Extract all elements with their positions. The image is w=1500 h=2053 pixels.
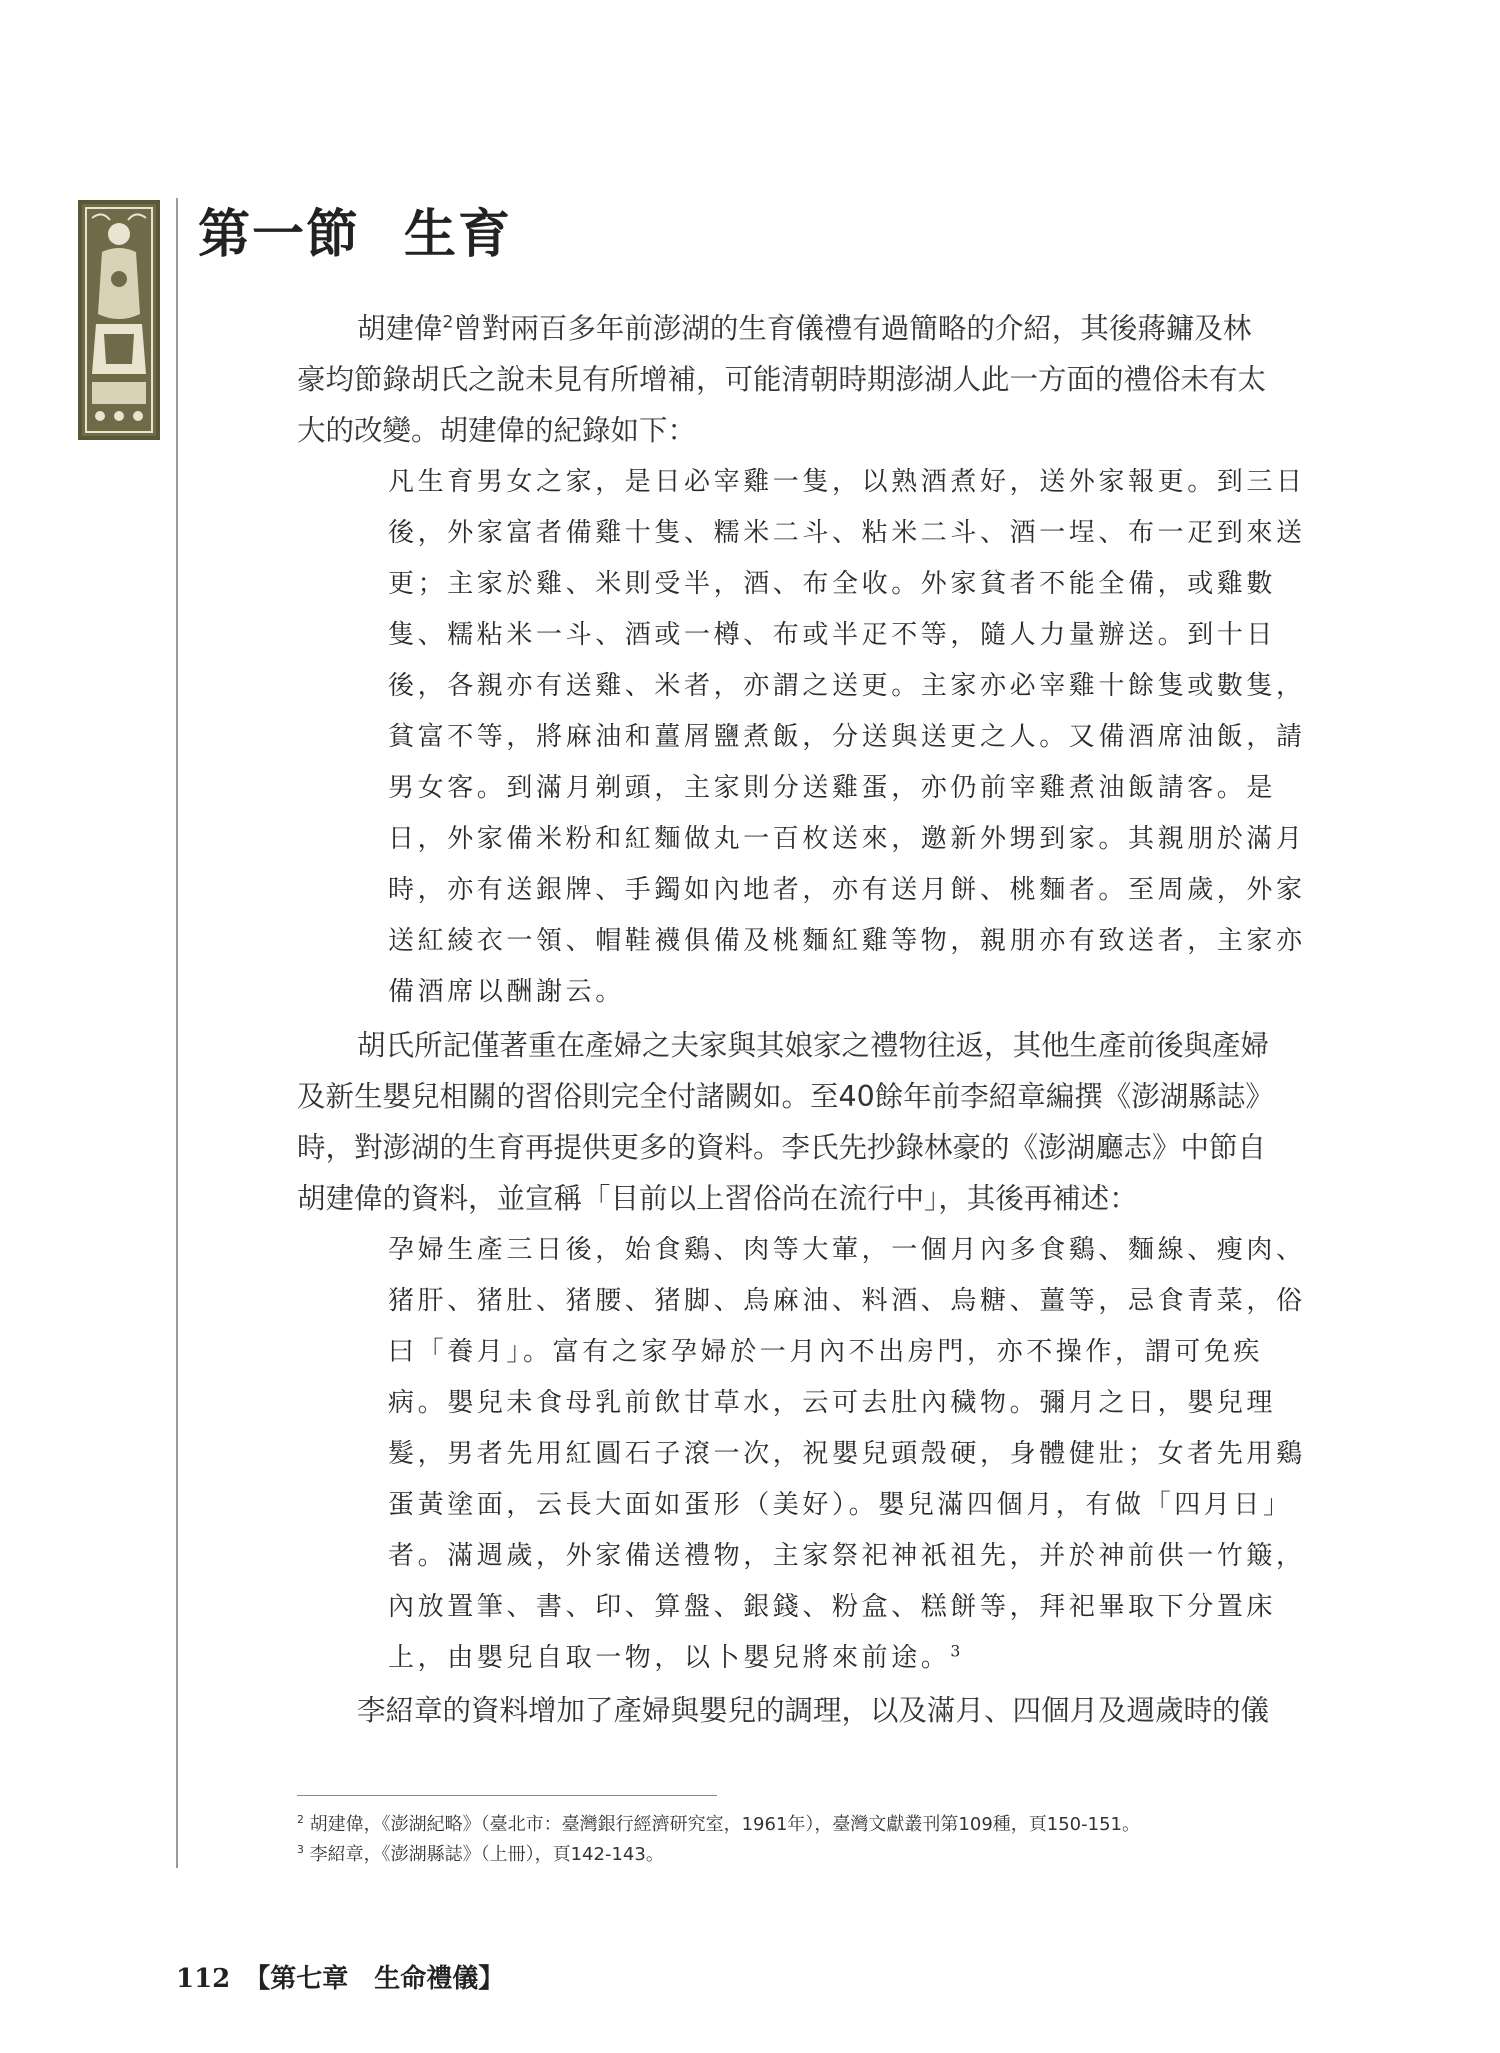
quote-line: 時，亦有送銀牌、手鐲如內地者，亦有送月餅、桃麵者。至周歲，外家 [388, 875, 1306, 905]
quote-line: 隻、糯粘米一斗、酒或一樽、布或半疋不等，隨人力量辦送。到十日 [388, 620, 1277, 650]
paragraph-line: 及新生嬰兒相關的習俗則完全付諸闕如。至40餘年前李紹章編撰《澎湖縣誌》 [297, 1080, 1274, 1113]
paragraph-line: 豪均節錄胡氏之說未見有所增補，可能清朝時期澎湖人此一方面的禮俗未有太 [297, 363, 1267, 396]
quote-line: 貧富不等，將麻油和薑屑鹽煮飯，分送與送更之人。又備酒席油飯，請 [388, 722, 1306, 752]
section-title [198, 192, 512, 267]
paragraph-2 [297, 1020, 1317, 1224]
paragraph-line: 胡建偉$^2$曾對兩百多年前澎湖的生育儀禮有過簡略的介紹，其後蔣鏞及林 [357, 312, 1252, 345]
footnote-divider [297, 1795, 717, 1796]
block-quote-2 [388, 1225, 1328, 1684]
footnote-3: $^3$ 李紹章，《澎湖縣誌》（上冊），頁142-143。 [297, 1843, 664, 1865]
chapter-label: 【第七章 生命禮儀】 [244, 1964, 505, 1994]
quote-line: 上，由嬰兒自取一物，以卜嬰兒將來前途。$^3$ [388, 1642, 964, 1673]
quote-line: 髮，男者先用紅圓石子滾一次，祝嬰兒頭殼硬，身體健壯；女者先用鷄 [388, 1439, 1306, 1469]
block-quote-1 [388, 457, 1328, 1018]
paragraph-3 [297, 1685, 1317, 1736]
quote-line: 更；主家於雞、米則受半，酒、布全收。外家貧者不能全備，或雞數 [388, 569, 1277, 599]
paragraph-line: 胡建偉的資料，並宣稱「目前以上習俗尚在流行中」，其後再補述： [297, 1182, 1138, 1215]
quote-line: 後，各親亦有送雞、米者，亦謂之送更。主家亦必宰雞十餘隻或數隻， [388, 671, 1306, 701]
quote-line: 孕婦生產三日後，始食鷄、肉等大葷，一個月內多食鷄、麵線、瘦肉、 [388, 1235, 1306, 1265]
footnote-ref-3[interactable]: 3 [950, 1642, 964, 1661]
quote-line: 病。嬰兒未食母乳前飲甘草水，云可去肚內穢物。彌月之日，嬰兒理 [388, 1388, 1277, 1418]
page-number: 112 [176, 1964, 231, 1994]
quote-line: 曰「養月」。富有之家孕婦於一月內不出房門，亦不操作，謂可免疾 [388, 1337, 1264, 1367]
paragraph-1 [297, 303, 1317, 456]
section-heading: 生育 [404, 204, 513, 265]
quote-line: 蛋黃塗面，云長大面如蛋形（美好）。嬰兒滿四個月，有做「四月日」 [388, 1490, 1293, 1520]
ornament-figure-icon [82, 204, 156, 436]
quote-line: 者。滿週歲，外家備送禮物，主家祭祀神祇祖先，并於神前供一竹簸， [388, 1541, 1306, 1571]
section-number: 第一節 [198, 204, 361, 265]
page-footer [176, 1958, 504, 1995]
quote-line: 日，外家備米粉和紅麵做丸一百枚送來，邀新外甥到家。其親朋於滿月 [388, 824, 1306, 854]
quote-line: 送紅綾衣一領、帽鞋襪俱備及桃麵紅雞等物，親朋亦有致送者，主家亦 [388, 926, 1306, 956]
paragraph-line: 胡氏所記僅著重在產婦之夫家與其娘家之禮物往返，其他生產前後與產婦 [357, 1029, 1270, 1062]
quote-line: 猪肝、猪肚、猪腰、猪脚、烏麻油、料酒、烏糖、薑等，忌食青菜，俗 [388, 1286, 1306, 1316]
footnote-2: $^2$ 胡建偉，《澎湖紀略》（臺北市：臺灣銀行經濟研究室，1961年），臺灣文獻叢刊第109種，頁150-151。 [297, 1813, 1140, 1835]
quote-line: 內放置筆、書、印、算盤、銀錢、粉盒、糕餅等，拜祀畢取下分置床 [388, 1592, 1277, 1622]
paragraph-line: 李紹章的資料增加了產婦與嬰兒的調理，以及滿月、四個月及週歲時的儀 [357, 1694, 1270, 1727]
paragraph-line: 時，對澎湖的生育再提供更多的資料。李氏先抄錄林豪的《澎湖廳志》中節自 [297, 1131, 1267, 1164]
quote-line: 後，外家富者備雞十隻、糯米二斗、粘米二斗、酒一埕、布一疋到來送 [388, 518, 1306, 548]
quote-line: 男女客。到滿月剃頭，主家則分送雞蛋，亦仍前宰雞煮油飯請客。是 [388, 773, 1277, 803]
ornament-panel [78, 200, 160, 440]
paragraph-line: 大的改變。胡建偉的紀錄如下： [297, 414, 697, 447]
quote-line: 備酒席以酬謝云。 [388, 977, 625, 1007]
footnote-ref-2[interactable]: 2 [442, 312, 454, 333]
footnotes [297, 1810, 1317, 1870]
margin-rule [176, 198, 178, 1868]
quote-line: 凡生育男女之家，是日必宰雞一隻，以熟酒煮好，送外家報更。到三日 [388, 467, 1306, 497]
